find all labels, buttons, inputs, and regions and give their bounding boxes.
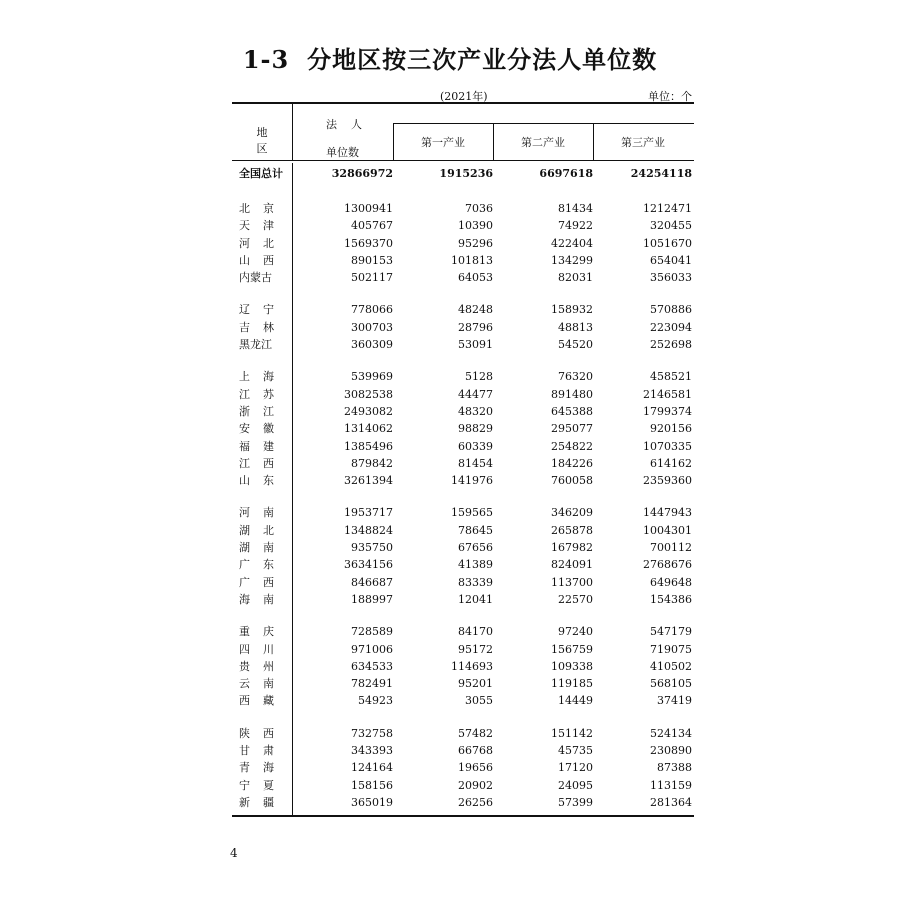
table-row xyxy=(232,217,694,234)
primary-cell: 60339 xyxy=(458,439,493,453)
region-cell: 新疆 xyxy=(239,795,287,809)
legal-cell: 3634156 xyxy=(344,558,393,572)
group-spacer xyxy=(232,185,694,200)
group-spacer xyxy=(232,353,694,368)
group-spacer xyxy=(232,286,694,301)
group-spacer xyxy=(232,811,694,815)
secondary-cell: 158932 xyxy=(551,303,593,317)
region-cell: 全国总计 xyxy=(239,167,283,180)
legal-cell: 539969 xyxy=(351,370,393,384)
legal-cell: 54923 xyxy=(358,694,393,708)
tertiary-cell: 654041 xyxy=(650,253,692,267)
data-table xyxy=(232,102,694,817)
secondary-cell: 109338 xyxy=(551,659,593,673)
tertiary-cell: 356033 xyxy=(650,271,692,285)
legal-cell: 1300941 xyxy=(344,202,393,215)
primary-cell: 83339 xyxy=(458,575,493,589)
table-row xyxy=(232,235,694,252)
secondary-cell: 6697618 xyxy=(539,167,593,180)
secondary-cell: 645388 xyxy=(551,404,593,418)
tertiary-cell: 410502 xyxy=(650,659,692,673)
secondary-cell: 17120 xyxy=(558,761,593,775)
region-cell: 河南 xyxy=(239,506,287,520)
region-cell: 山东 xyxy=(239,474,287,488)
table-row xyxy=(232,504,694,521)
table-number: 1-3 xyxy=(242,45,290,74)
table-row xyxy=(232,269,694,286)
primary-cell: 44477 xyxy=(458,387,493,401)
region-cell: 北京 xyxy=(239,202,287,215)
primary-cell: 41389 xyxy=(458,558,493,572)
table-title-text: 分地区按三次产业分法人单位数 xyxy=(307,45,658,74)
table-row xyxy=(232,539,694,556)
primary-cell: 101813 xyxy=(451,253,493,267)
tertiary-cell: 230890 xyxy=(650,744,692,758)
table-row xyxy=(232,794,694,811)
primary-cell: 26256 xyxy=(458,795,493,809)
table-row xyxy=(232,386,694,403)
legal-cell: 300703 xyxy=(351,320,393,334)
region-cell: 上海 xyxy=(239,370,287,384)
legal-cell: 405767 xyxy=(351,219,393,233)
tertiary-cell: 87388 xyxy=(657,761,692,775)
secondary-cell: 81434 xyxy=(558,202,593,215)
table-row xyxy=(232,368,694,385)
tertiary-cell: 113159 xyxy=(650,778,692,792)
primary-cell: 28796 xyxy=(458,320,493,334)
table-row xyxy=(232,522,694,539)
primary-cell: 53091 xyxy=(458,338,493,352)
region-cell: 河北 xyxy=(239,236,287,250)
header-legal-line2: 单位数 xyxy=(326,146,359,159)
tertiary-cell: 2359360 xyxy=(643,474,692,488)
tertiary-cell: 1799374 xyxy=(643,404,692,418)
table-row xyxy=(232,658,694,675)
region-cell: 吉林 xyxy=(239,320,287,334)
region-cell: 云南 xyxy=(239,677,287,691)
legal-cell: 502117 xyxy=(351,271,393,285)
region-cell: 四川 xyxy=(239,642,287,656)
table-row xyxy=(232,455,694,472)
tertiary-cell: 2146581 xyxy=(643,387,692,401)
primary-cell: 48248 xyxy=(458,303,493,317)
group-spacer xyxy=(232,710,694,725)
primary-cell: 141976 xyxy=(451,474,493,488)
region-cell: 浙江 xyxy=(239,404,287,418)
legal-cell: 158156 xyxy=(351,778,393,792)
tertiary-cell: 1212471 xyxy=(643,202,692,215)
table-row xyxy=(232,301,694,318)
tertiary-cell: 649648 xyxy=(650,575,692,589)
legal-cell: 728589 xyxy=(351,625,393,639)
secondary-cell: 82031 xyxy=(558,271,593,285)
table-row xyxy=(232,692,694,709)
table-row xyxy=(232,252,694,269)
table-row xyxy=(232,623,694,640)
tertiary-cell: 24254118 xyxy=(630,167,692,180)
legal-cell: 365019 xyxy=(351,795,393,809)
table-row xyxy=(232,777,694,794)
primary-cell: 10390 xyxy=(458,219,493,233)
primary-cell: 64053 xyxy=(458,271,493,285)
primary-cell: 66768 xyxy=(458,744,493,758)
table-row xyxy=(232,675,694,692)
secondary-cell: 113700 xyxy=(551,575,593,589)
table-row xyxy=(232,591,694,608)
primary-cell: 95296 xyxy=(458,236,493,250)
tertiary-cell: 547179 xyxy=(650,625,692,639)
tertiary-cell: 281364 xyxy=(650,795,692,809)
header-sub-rule xyxy=(393,123,694,124)
table-row xyxy=(232,438,694,455)
header-region: 地区 xyxy=(256,126,282,155)
secondary-cell: 295077 xyxy=(551,422,593,436)
secondary-cell: 54520 xyxy=(558,338,593,352)
tertiary-cell: 1051670 xyxy=(643,236,692,250)
table-body xyxy=(232,163,694,815)
primary-cell: 95172 xyxy=(458,642,493,656)
primary-cell: 114693 xyxy=(451,659,493,673)
legal-cell: 879842 xyxy=(351,456,393,470)
group-spacer xyxy=(232,608,694,623)
page-number: 4 xyxy=(230,846,238,860)
secondary-cell: 824091 xyxy=(551,558,593,572)
primary-cell: 98829 xyxy=(458,422,493,436)
region-cell: 海南 xyxy=(239,592,287,606)
secondary-cell: 760058 xyxy=(551,474,593,488)
tertiary-cell: 614162 xyxy=(650,456,692,470)
primary-cell: 81454 xyxy=(458,456,493,470)
page-title xyxy=(0,40,900,75)
secondary-cell: 167982 xyxy=(551,541,593,555)
primary-cell: 5128 xyxy=(465,370,493,384)
region-cell: 山西 xyxy=(239,253,287,267)
region-cell: 天津 xyxy=(239,219,287,233)
legal-cell: 2493082 xyxy=(344,404,393,418)
secondary-cell: 265878 xyxy=(551,523,593,537)
header-bottom-rule xyxy=(232,160,694,161)
table-row xyxy=(232,759,694,776)
tertiary-cell: 2768676 xyxy=(643,558,692,572)
table-row xyxy=(232,420,694,437)
body-divider xyxy=(292,163,293,815)
secondary-cell: 254822 xyxy=(551,439,593,453)
secondary-cell: 45735 xyxy=(558,744,593,758)
tertiary-cell: 223094 xyxy=(650,320,692,334)
region-cell: 湖北 xyxy=(239,523,287,537)
primary-cell: 67656 xyxy=(458,541,493,555)
legal-cell: 890153 xyxy=(351,253,393,267)
tertiary-cell: 154386 xyxy=(650,592,692,606)
primary-cell: 20902 xyxy=(458,778,493,792)
table-row xyxy=(232,200,694,217)
tertiary-cell: 719075 xyxy=(650,642,692,656)
region-cell: 安徽 xyxy=(239,422,287,436)
legal-cell: 1314062 xyxy=(344,422,393,436)
table-header xyxy=(232,104,694,160)
secondary-cell: 24095 xyxy=(558,778,593,792)
legal-cell: 634533 xyxy=(351,659,393,673)
secondary-cell: 156759 xyxy=(551,642,593,656)
table-row xyxy=(232,742,694,759)
primary-cell: 12041 xyxy=(458,592,493,606)
region-cell: 广东 xyxy=(239,558,287,572)
secondary-cell: 74922 xyxy=(558,219,593,233)
tertiary-cell: 568105 xyxy=(650,677,692,691)
year-label: (2021年) xyxy=(440,90,488,103)
legal-cell: 343393 xyxy=(351,744,393,758)
region-cell: 辽宁 xyxy=(239,303,287,317)
region-cell: 宁夏 xyxy=(239,778,287,792)
primary-cell: 1915236 xyxy=(439,167,493,180)
region-cell: 黑龙江 xyxy=(239,338,272,352)
header-legal-line1: 法人 xyxy=(326,118,376,131)
legal-cell: 188997 xyxy=(351,592,393,606)
region-cell: 内蒙古 xyxy=(239,271,272,285)
legal-cell: 32866972 xyxy=(331,167,393,180)
tertiary-cell: 524134 xyxy=(650,726,692,740)
secondary-cell: 184226 xyxy=(551,456,593,470)
table-row xyxy=(232,641,694,658)
legal-cell: 124164 xyxy=(351,761,393,775)
header-secondary: 第二产业 xyxy=(521,136,565,149)
region-cell: 青海 xyxy=(239,761,287,775)
tertiary-cell: 1070335 xyxy=(643,439,692,453)
region-cell: 江西 xyxy=(239,456,287,470)
tertiary-cell: 458521 xyxy=(650,370,692,384)
secondary-cell: 891480 xyxy=(551,387,593,401)
tertiary-cell: 1004301 xyxy=(643,523,692,537)
region-cell: 甘肃 xyxy=(239,744,287,758)
legal-cell: 732758 xyxy=(351,726,393,740)
primary-cell: 159565 xyxy=(451,506,493,520)
header-divider xyxy=(292,104,293,160)
table-row xyxy=(232,472,694,489)
unit-label: 单位：个 xyxy=(648,90,692,103)
legal-cell: 1953717 xyxy=(344,506,393,520)
secondary-cell: 76320 xyxy=(558,370,593,384)
region-cell: 西藏 xyxy=(239,694,287,708)
group-spacer xyxy=(232,489,694,504)
primary-cell: 3055 xyxy=(465,694,493,708)
legal-cell: 1385496 xyxy=(344,439,393,453)
tertiary-cell: 700112 xyxy=(650,541,692,555)
secondary-cell: 119185 xyxy=(551,677,593,691)
secondary-cell: 22570 xyxy=(558,592,593,606)
tertiary-cell: 252698 xyxy=(650,338,692,352)
table-row xyxy=(232,319,694,336)
secondary-cell: 57399 xyxy=(558,795,593,809)
secondary-cell: 14449 xyxy=(558,694,593,708)
region-cell: 广西 xyxy=(239,575,287,589)
secondary-cell: 346209 xyxy=(551,506,593,520)
legal-cell: 1569370 xyxy=(344,236,393,250)
table-row xyxy=(232,574,694,591)
table-row xyxy=(232,725,694,742)
secondary-cell: 48813 xyxy=(558,320,593,334)
primary-cell: 19656 xyxy=(458,761,493,775)
primary-cell: 57482 xyxy=(458,726,493,740)
secondary-cell: 422404 xyxy=(551,236,593,250)
legal-cell: 971006 xyxy=(351,642,393,656)
legal-cell: 360309 xyxy=(351,338,393,352)
header-tertiary: 第三产业 xyxy=(621,136,665,149)
legal-cell: 1348824 xyxy=(344,523,393,537)
legal-cell: 3082538 xyxy=(344,387,393,401)
tertiary-cell: 920156 xyxy=(650,422,692,436)
region-cell: 陕西 xyxy=(239,726,287,740)
primary-cell: 84170 xyxy=(458,625,493,639)
primary-cell: 95201 xyxy=(458,677,493,691)
primary-cell: 78645 xyxy=(458,523,493,537)
region-cell: 贵州 xyxy=(239,659,287,673)
table-bottom-rule xyxy=(232,815,694,817)
legal-cell: 782491 xyxy=(351,677,393,691)
legal-cell: 846687 xyxy=(351,575,393,589)
region-cell: 重庆 xyxy=(239,625,287,639)
legal-cell: 3261394 xyxy=(344,474,393,488)
secondary-cell: 151142 xyxy=(551,726,593,740)
region-cell: 福建 xyxy=(239,439,287,453)
region-cell: 湖南 xyxy=(239,541,287,555)
primary-cell: 48320 xyxy=(458,404,493,418)
table-row xyxy=(232,403,694,420)
region-cell: 江苏 xyxy=(239,387,287,401)
legal-cell: 935750 xyxy=(351,541,393,555)
table-row xyxy=(232,336,694,353)
total-row xyxy=(232,163,694,185)
tertiary-cell: 37419 xyxy=(657,694,692,708)
tertiary-cell: 320455 xyxy=(650,219,692,233)
secondary-cell: 97240 xyxy=(558,625,593,639)
primary-cell: 7036 xyxy=(465,202,493,215)
header-primary: 第一产业 xyxy=(421,136,465,149)
table-row xyxy=(232,556,694,573)
legal-cell: 778066 xyxy=(351,303,393,317)
secondary-cell: 134299 xyxy=(551,253,593,267)
tertiary-cell: 570886 xyxy=(650,303,692,317)
tertiary-cell: 1447943 xyxy=(643,506,692,520)
